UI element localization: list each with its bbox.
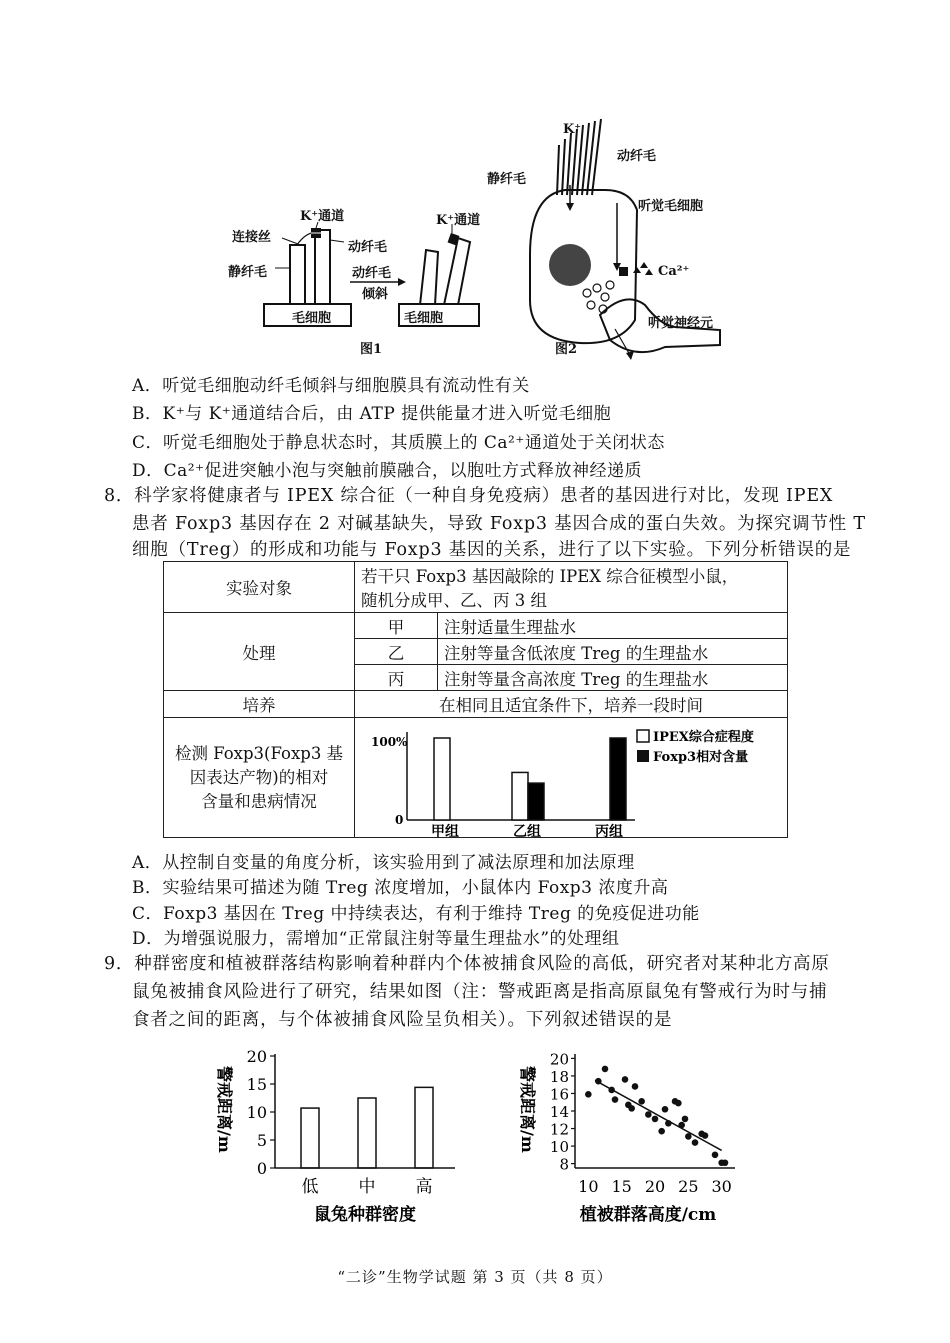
fig2-caption: 图2 (555, 342, 578, 357)
vegetation-scatter-chart (510, 1040, 750, 1230)
legend-label-foxp3: Foxp3相对含量 (653, 750, 749, 765)
bar-高 (415, 1087, 433, 1168)
chart-c-y-tick-label: 20 (549, 1050, 569, 1069)
q9-stem-line-1: 9．种群密度和植被群落结构影响着种群内个体被捕食风险的高低，研究者对某种北方高原 (104, 954, 830, 974)
q9-stem-line-3: 食者之间的距离，与个体被捕食风险呈负相关）。下列叙述错误的是 (132, 1010, 673, 1030)
chart-b-y-tick-label: 0 (256, 1159, 267, 1178)
result-bar-chart (355, 722, 787, 840)
bar-中 (358, 1098, 376, 1168)
chart-b-category-label: 高 (415, 1177, 433, 1197)
chart-c-y-tick-label: 16 (549, 1085, 569, 1104)
q8-option-a: A．从控制自变量的角度分析，该实验用到了减法原理和加法原理 (132, 853, 635, 873)
scatter-point (652, 1116, 659, 1123)
chart-b-y-tick-label: 15 (246, 1075, 267, 1094)
q7-option-b: B．K⁺与 K⁺通道结合后，由 ATP 提供能量才进入听觉毛细胞 (132, 404, 612, 424)
chart-c-x-tick-label: 25 (678, 1177, 699, 1196)
subject-label: 实验对象 (164, 562, 355, 613)
fig1-channel-label-left: K⁺通道 (300, 209, 345, 224)
chart-c-y-tick-label: 14 (549, 1103, 569, 1121)
detect-label (164, 718, 355, 838)
q8-option-c: C．Foxp3 基因在 Treg 中持续表达，有利于维持 Treg 的免疫促进功能 (132, 904, 700, 924)
fig2-hair-cell-label: 听觉毛细胞 (638, 199, 704, 214)
scatter-point (585, 1091, 592, 1098)
chart-b-category-label: 中 (358, 1177, 376, 1197)
detect-line-2: 因表达产物)的相对 (189, 767, 329, 787)
scatter-point (645, 1111, 652, 1118)
q8-option-b: B．实验结果可描述为随 Treg 浓度增加，小鼠体内 Foxp3 浓度升高 (132, 878, 669, 898)
legend-label-ipex: IPEX综合症程度 (653, 730, 754, 745)
chart-c-x-tick-label: 15 (611, 1177, 632, 1196)
legend-swatch-foxp3 (637, 750, 649, 762)
group-jia: 甲 (355, 613, 438, 639)
scatter-point (662, 1106, 669, 1113)
fig2-ca-label: Ca²⁺ (658, 264, 690, 279)
fig1-kinocilium-label: 动纤毛 (348, 240, 388, 255)
scatter-point (638, 1098, 645, 1105)
q9-stem-line-2: 鼠兔被捕食风险进行了研究，结果如图（注：警戒距离是指高原鼠兔有警戒行为时与捕 (132, 982, 828, 1002)
bar-乙组-1 (528, 783, 544, 820)
scatter-point (692, 1139, 699, 1146)
scatter-point (682, 1116, 689, 1123)
chart-b-y-tick-label: 5 (256, 1131, 267, 1150)
bar-乙组-0 (512, 772, 528, 820)
legend-swatch-ipex (637, 730, 649, 742)
treatment-bing: 注射等量含高浓度 Treg 的生理盐水 (438, 665, 788, 691)
scatter-point (622, 1076, 629, 1083)
fig1-cell-label-left: 毛细胞 (292, 311, 332, 326)
scatter-point (628, 1105, 635, 1112)
scatter-point (712, 1152, 719, 1159)
page-footer: “二诊”生物学试题 第 3 页（共 8 页） (337, 1268, 613, 1286)
chart-c-x-tick-label: 30 (711, 1177, 732, 1196)
fig2-stereocilium-label: 静纤毛 (487, 172, 527, 187)
fig1-stereocilium-label: 静纤毛 (228, 265, 268, 280)
q8-stem-line-2: 患者 Foxp3 基因存在 2 对碱基缺失，导致 Foxp3 基因合成的蛋白失效。为探究调节性 T (132, 514, 866, 534)
culture-text: 在相同且适宜条件下，培养一段时间 (355, 691, 788, 718)
scatter-point (675, 1100, 682, 1107)
group-bing: 丙 (355, 665, 438, 691)
chart-c-x-tick-label: 10 (578, 1177, 599, 1196)
subject-cell (355, 562, 788, 613)
q8-stem-line-1: 8．科学家将健康者与 IPEX 综合征（一种自身免疫病）患者的基因进行对比，发现 IPEX (104, 486, 834, 506)
q7-option-d: D．Ca²⁺促进突触小泡与突触前膜融合，以胞吐方式释放神经递质 (132, 461, 643, 481)
fig1-arrow-label-2: 倾斜 (362, 287, 389, 302)
scatter-point (632, 1083, 639, 1090)
scatter-point (612, 1096, 619, 1103)
fig2-kinocilium-label: 动纤毛 (617, 149, 657, 164)
detect-line-1: 检测 Foxp3(Foxp3 基 (174, 743, 344, 763)
detect-line-3: 含量和患病情况 (201, 791, 317, 811)
fig1-arrow-label-1: 动纤毛 (352, 266, 392, 281)
culture-label: 培养 (164, 691, 355, 718)
scatter-point (602, 1066, 609, 1073)
chart-c-y-tick-label: 10 (549, 1138, 569, 1157)
ca-channel (619, 267, 628, 276)
scatter-point (658, 1128, 665, 1135)
fig1-cell-label-right: 毛细胞 (404, 311, 444, 326)
trendline (595, 1080, 722, 1150)
chart-c-y-label: 警戒距离/m (518, 1066, 537, 1153)
subject-line-1: 若干只 Foxp3 基因敲除的 IPEX 综合征模型小鼠， (361, 567, 739, 586)
chart-c-y-tick-label: 18 (549, 1067, 569, 1086)
density-bar-chart (205, 1040, 465, 1230)
treatment-jia: 注射适量生理盐水 (438, 613, 788, 639)
treatment-yi: 注射等量含低浓度 Treg 的生理盐水 (438, 639, 788, 665)
chart-b-y-tick-label: 20 (246, 1047, 267, 1066)
fig2-k-label: K⁺ (563, 122, 582, 137)
fig1-connect-label: 连接丝 (232, 230, 272, 245)
chart-b-y-tick-label: 10 (246, 1103, 267, 1122)
chart-c-y-tick-label: 8 (559, 1155, 569, 1174)
bar-丙组-1 (610, 738, 626, 820)
q8-option-d: D．为增强说服力，需增加“正常鼠注射等量生理盐水”的处理组 (132, 929, 620, 949)
chart-b-category-label: 低 (301, 1177, 319, 1197)
treatment-label: 处理 (164, 613, 355, 691)
group-yi: 乙 (355, 639, 438, 665)
chart-a-category-label: 甲组 (431, 824, 459, 840)
chart-c-x-tick-label: 20 (644, 1177, 666, 1196)
nucleus (549, 244, 591, 286)
fig1-channel-label-right: K⁺通道 (436, 213, 481, 228)
chart-a-category-label: 丙组 (595, 824, 623, 840)
fig2-neuron-label: 听觉神经元 (648, 316, 714, 331)
scatter-point (702, 1132, 709, 1139)
subject-line-2: 随机分成甲、乙、丙 3 组 (361, 591, 547, 610)
bar-甲组-0 (434, 738, 450, 820)
chart-c-x-label: 植被群落高度/cm (579, 1205, 717, 1225)
q7-option-a: A．听觉毛细胞动纤毛倾斜与细胞膜具有流动性有关 (132, 376, 530, 396)
chart-b-y-label: 警戒距离/m (215, 1066, 234, 1153)
chart-b-x-label: 鼠兔种群密度 (314, 1205, 416, 1225)
q7-option-c: C．听觉毛细胞处于静息状态时，其质膜上的 Ca²⁺通道处于关闭状态 (132, 433, 665, 453)
fig1-caption: 图1 (360, 342, 383, 357)
chart-a-y-zero-label: 0 (395, 813, 404, 827)
bar-低 (301, 1108, 319, 1168)
chart-a-y-top-label: 100% (371, 735, 408, 749)
q8-stem-line-3: 细胞（Treg）的形成和功能与 Foxp3 基因的关系，进行了以下实验。下列分析错误的是 (132, 540, 852, 560)
scatter-point (722, 1159, 729, 1166)
chart-a-category-label: 乙组 (513, 824, 541, 840)
chart-c-y-tick-label: 12 (549, 1120, 569, 1139)
